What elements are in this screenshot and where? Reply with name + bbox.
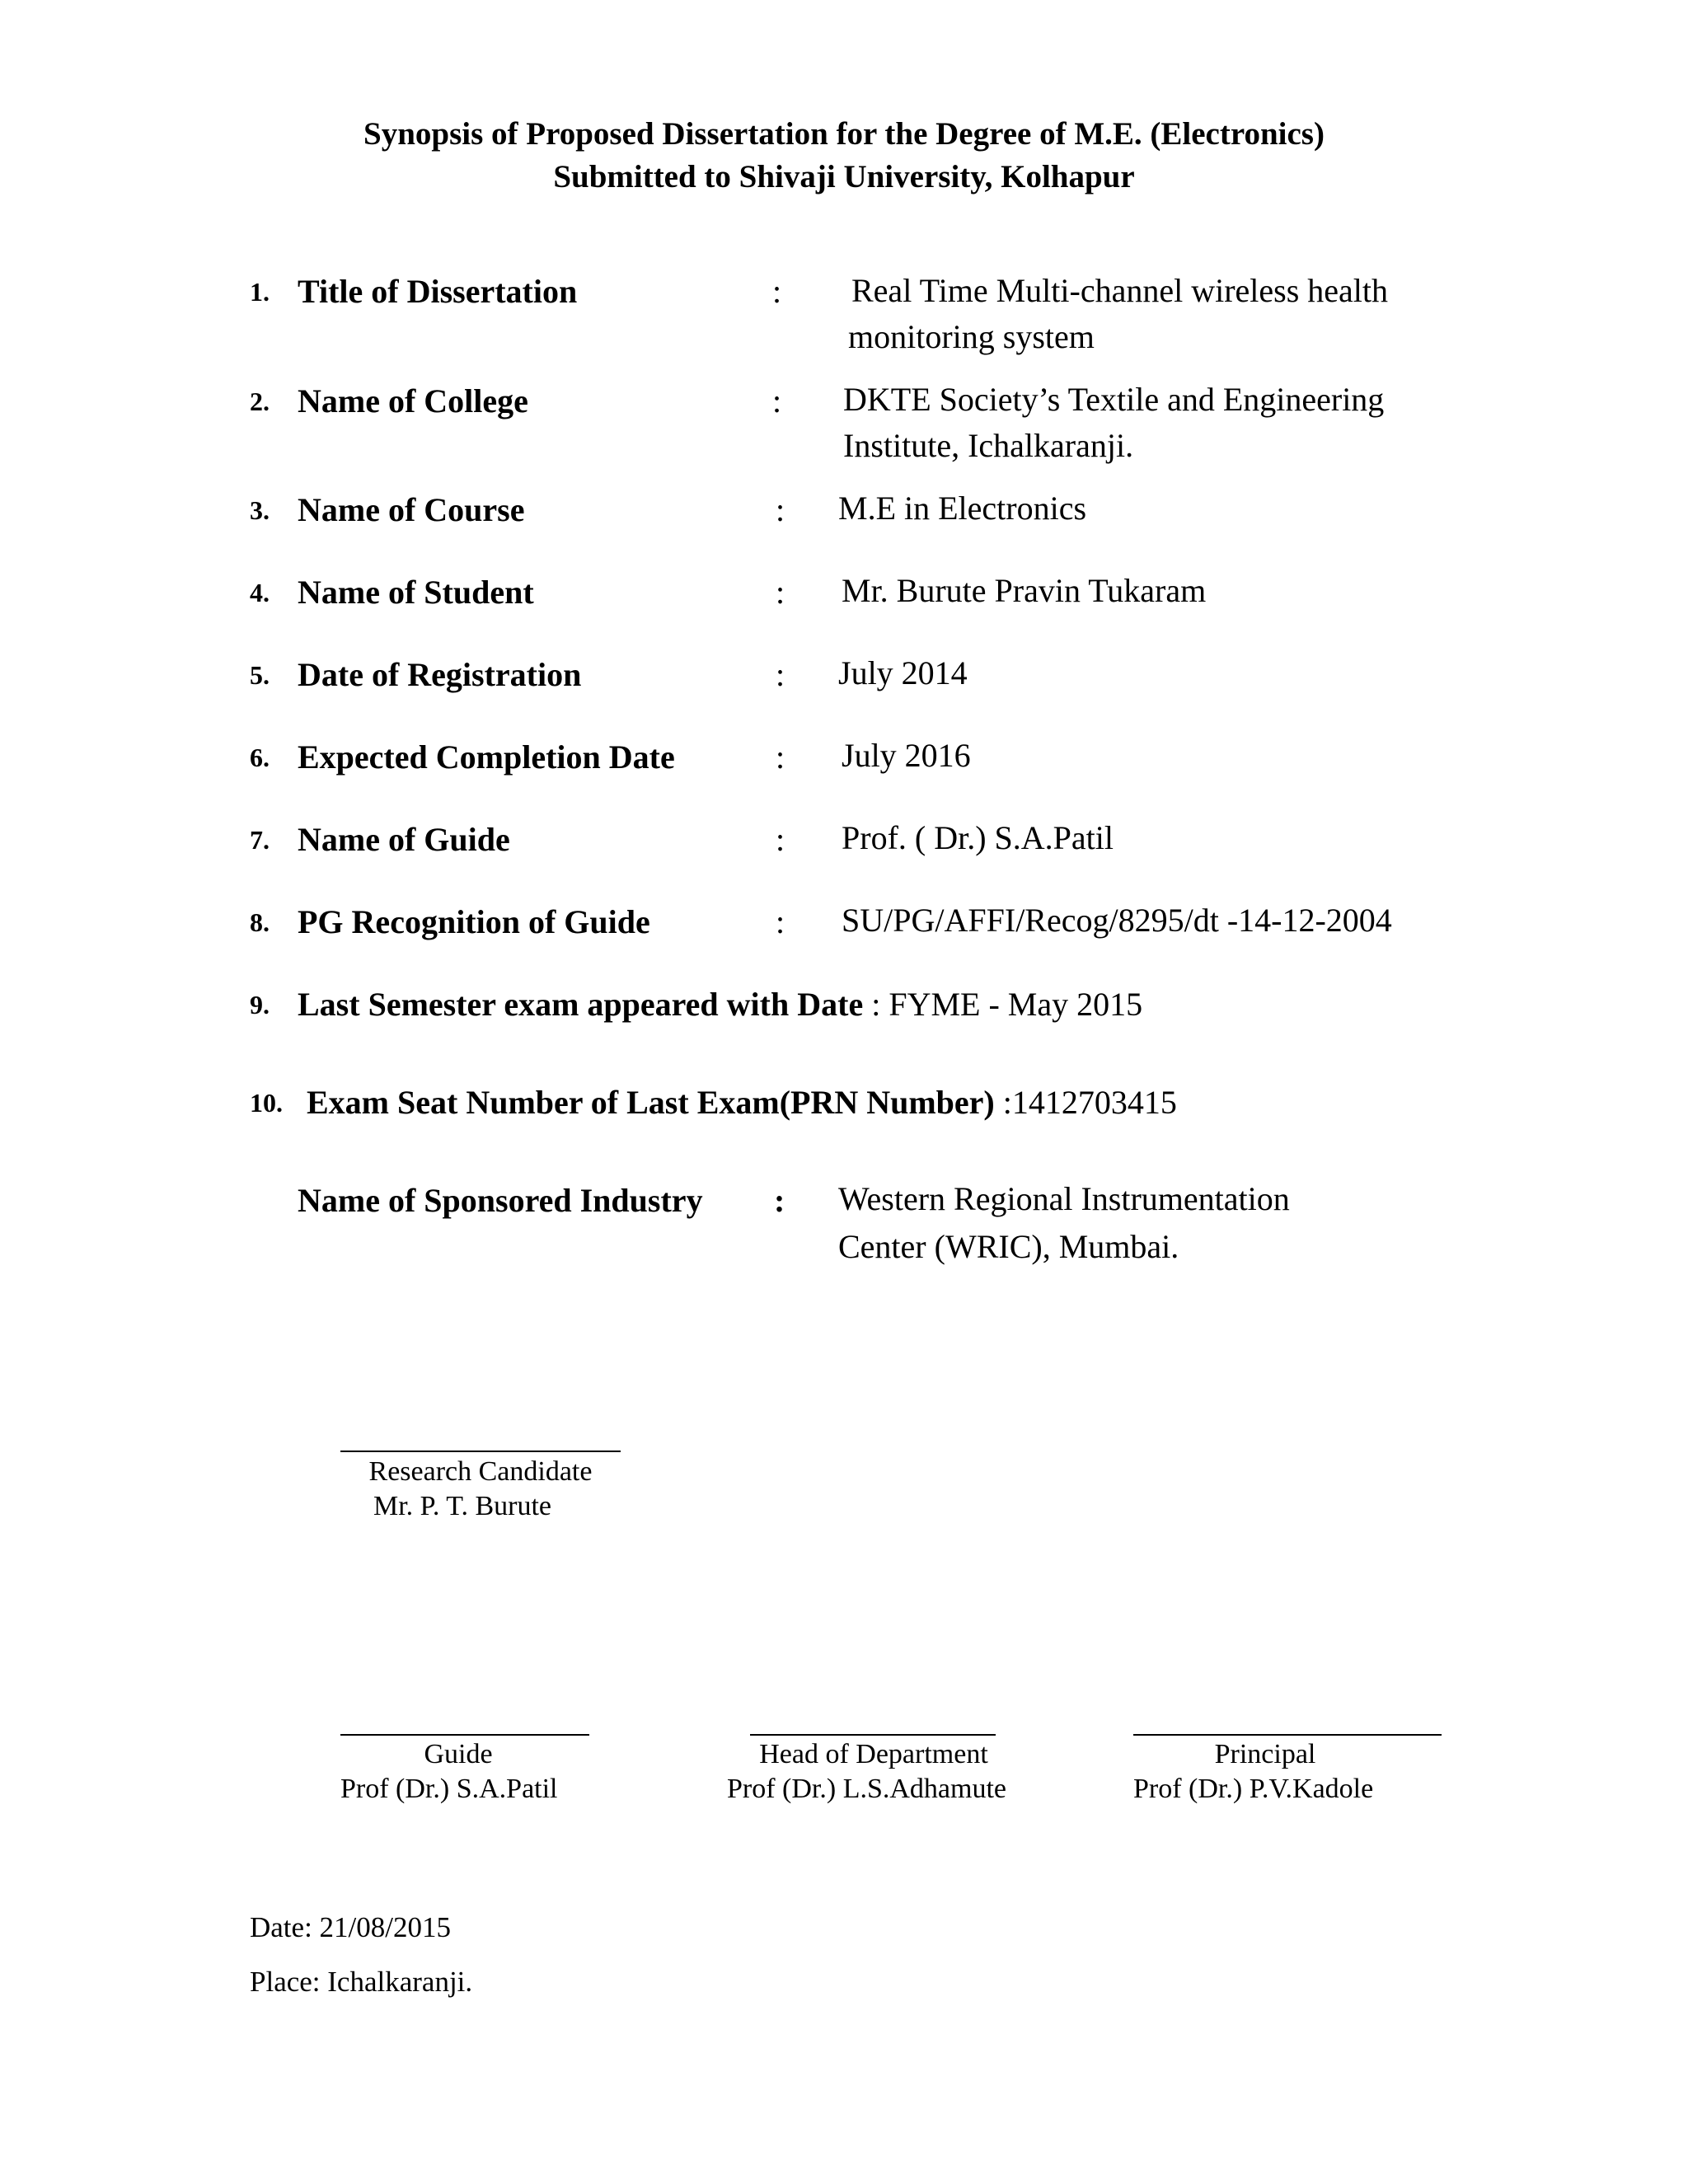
item-number: 8. — [250, 907, 270, 937]
item-exam-seat-number — [307, 1083, 1177, 1122]
item-value-line: Mr. Burute Pravin Tukaram — [842, 572, 1207, 609]
item-label-pg-recognition-of-guide: PG Recognition of Guide — [298, 903, 650, 940]
item-number: 7. — [250, 825, 270, 855]
item-value-line: Real Time Multi-channel wireless health — [851, 272, 1388, 309]
item-label: Exam Seat Number of Last Exam(PRN Number) — [307, 1084, 995, 1121]
document-title-line-1: Synopsis of Proposed Dissertation for the Degree of M.E. (Electronics) — [363, 116, 1325, 152]
item-label-date-of-registration: Date of Registration — [298, 656, 582, 693]
item-value: : FYME - May 2015 — [863, 986, 1143, 1023]
signature-role-candidate: Research Candidate — [368, 1456, 593, 1487]
item-label-name-of-college: Name of College — [298, 382, 528, 419]
item-colon: : — [772, 273, 782, 310]
item-number: 6. — [250, 743, 270, 772]
signature-role-guide: Guide — [424, 1739, 493, 1769]
item-value-line: SU/PG/AFFI/Recog/8295/dt -14-12-2004 — [842, 902, 1392, 939]
item-colon: : — [776, 574, 785, 611]
item-colon: : — [776, 738, 785, 776]
signature-line-hod — [750, 1734, 996, 1736]
item-label: Last Semester exam appeared with Date — [298, 986, 864, 1023]
item-value-line: monitoring system — [848, 318, 1095, 355]
document-title-line-2: Submitted to Shivaji University, Kolhapur — [553, 159, 1135, 194]
item-number: 2. — [250, 387, 270, 416]
item-number: 5. — [250, 660, 270, 690]
item-colon: : — [774, 1182, 785, 1219]
item-colon: : — [776, 821, 785, 858]
item-number: 9. — [250, 990, 270, 1019]
item-number: 3. — [250, 495, 270, 525]
item-value-line: Western Regional Instrumentation — [838, 1180, 1290, 1217]
item-value-line: Institute, Ichalkaranji. — [843, 427, 1134, 464]
item-value-line: July 2014 — [838, 654, 968, 691]
signature-name-principal: Prof (Dr.) P.V.Kadole — [1133, 1774, 1374, 1804]
signature-name-guide: Prof (Dr.) S.A.Patil — [340, 1774, 558, 1804]
item-value-line: M.E in Electronics — [838, 490, 1087, 527]
footer-date: Date: 21/08/2015 — [250, 1911, 451, 1943]
item-value-line: DKTE Society’s Textile and Engineering — [843, 381, 1385, 418]
signature-role-principal: Principal — [1214, 1739, 1316, 1769]
item-label-name-of-student: Name of Student — [298, 574, 534, 611]
item-number: 1. — [250, 277, 270, 307]
item-number: 10. — [250, 1088, 283, 1118]
item-last-semester-exam — [298, 985, 1142, 1024]
item-label-expected-completion-date: Expected Completion Date — [298, 738, 675, 776]
item-value-line: Center (WRIC), Mumbai. — [838, 1228, 1179, 1265]
item-value: :1412703415 — [994, 1084, 1177, 1121]
signature-line-candidate — [340, 1451, 621, 1452]
signature-name-hod: Prof (Dr.) L.S.Adhamute — [727, 1774, 1007, 1804]
signature-name-candidate: Mr. P. T. Burute — [373, 1491, 551, 1521]
footer-place: Place: Ichalkaranji. — [250, 1966, 473, 1998]
item-label-title-of-dissertation: Title of Dissertation — [298, 273, 578, 310]
signature-line-principal — [1133, 1734, 1442, 1736]
item-value-line: July 2016 — [842, 737, 971, 774]
item-colon: : — [772, 382, 782, 419]
signature-role-hod: Head of Department — [759, 1739, 988, 1769]
signature-line-guide — [340, 1734, 589, 1736]
item-value-line: Prof. ( Dr.) S.A.Patil — [842, 819, 1114, 856]
item-colon: : — [776, 903, 785, 940]
item-colon: : — [776, 491, 785, 528]
item-label-sponsored-industry: Name of Sponsored Industry — [298, 1182, 703, 1219]
item-label-name-of-guide: Name of Guide — [298, 821, 510, 858]
item-colon: : — [776, 656, 785, 693]
item-number: 4. — [250, 578, 270, 607]
item-label-name-of-course: Name of Course — [298, 491, 525, 528]
